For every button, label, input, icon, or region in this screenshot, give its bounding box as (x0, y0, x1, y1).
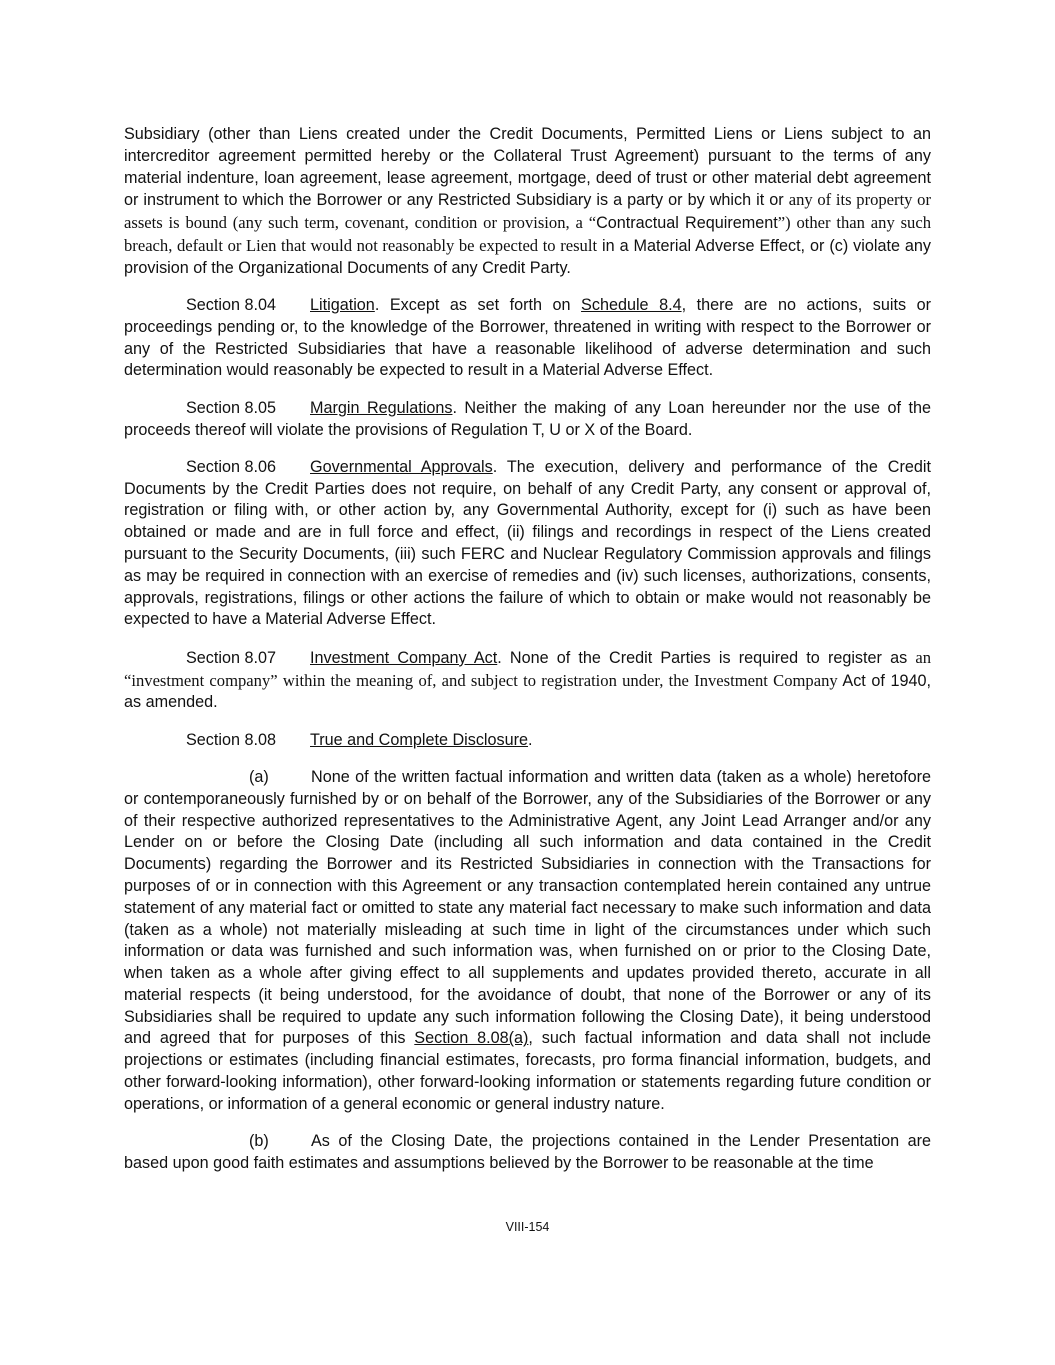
section-8-07-text-1: . None of the Credit Parties is required to register as (497, 648, 916, 667)
section-8-08-caption: True and Complete Disclosure (310, 730, 529, 749)
section-8-06-number: Section 8.06 (186, 457, 276, 476)
subsection-a-label: (a) (249, 767, 269, 786)
intro-text-1: Subsidiary (other than Liens created under the Credit Documents, Permitted Liens or Liens subject to an intercreditor agreement permitted hereby or the Collateral Trust Agreement) pursuant to the terms of any material indenture, loan agreement, lease agreement, mortgage, deed of trust or other material debt agreement or instrument to which the Borrower or any Restricted Subsidiary is a party or by which it or (124, 125, 931, 210)
section-8-05-text: . Neither the making of any Loan hereunder nor the use of the proceeds thereof will violate the provisions of Regulation T, U or X of the Board. (124, 398, 931, 439)
section-8-08-a-text-2: , such factual information and data shall not include projections or estimates (including financial estimates, forecasts, pro forma financial information, budgets, and other forward-looking information), other forward-looking information or statements regarding future condition or operations, or information of a general economic or general industry nature. (124, 1029, 931, 1113)
intro-text-2: any of its property or assets is bound (any such term, covenant, condition or provision, a “ (124, 190, 931, 233)
section-8-08-period: . (528, 730, 533, 749)
document-page (124, 124, 931, 1190)
section-8-07-text-3: Act of 1940, as amended. (124, 671, 931, 712)
section-8-08-a-reference: Section 8.08(a) (414, 1029, 529, 1048)
section-8-08-number: Section 8.08 (186, 730, 276, 749)
section-8-08-b-paragraph (124, 1131, 931, 1175)
subsection-b-label: (b) (249, 1132, 269, 1151)
intro-paragraph (124, 124, 931, 280)
section-8-05-caption: Margin Regulations (310, 398, 453, 417)
section-8-04-text-2: , there are no actions, suits or proceedings pending or, to the knowledge of the Borrower, threatened in writing with respect to the Borrower or any of the Restricted Subsidiaries that have a reasonable likelihood of adverse determination and such determination would reasonably be expected to result in a Material Adverse Effect. (124, 296, 931, 380)
section-8-05-paragraph (124, 398, 931, 442)
section-8-07-text-2: an “investment company” within the meaning of, and subject to registration under, the Investment Company (124, 647, 931, 690)
contractual-requirement-term: Contractual Requirement (596, 214, 778, 233)
page-number: VIII-154 (505, 1220, 550, 1234)
section-8-08-b-text: As of the Closing Date, the projections contained in the Lender Presentation are based upon good faith estimates and assumptions believed by the Borrower to be reasonable at the time (124, 1132, 931, 1172)
intro-text-4: ”) other than any such breach, default or Lien that would not reasonably be expected to result (124, 213, 932, 255)
section-8-06-caption: Governmental Approvals (310, 457, 493, 476)
section-8-04-text-1: . Except as set forth on (374, 296, 582, 315)
section-8-04-caption: Litigation (310, 296, 375, 315)
schedule-8-4-reference: Schedule 8.4 (581, 296, 682, 315)
intro-text-5: in a Material Adverse Effect, or (c) violate any provision of the Organizational Documents of any Credit Party. (124, 236, 931, 277)
section-8-04-paragraph (124, 295, 931, 382)
section-8-04-number: Section 8.04 (186, 296, 276, 315)
section-8-05-number: Section 8.05 (186, 398, 276, 417)
section-8-07-caption: Investment Company Act (310, 648, 498, 667)
section-8-08-a-paragraph (124, 767, 931, 1116)
section-8-08-heading (124, 730, 931, 752)
section-8-06-paragraph (124, 457, 931, 631)
section-8-07-paragraph (124, 647, 931, 714)
section-8-06-text: . The execution, delivery and performance of the Credit Documents by the Credit Parties does not require, on behalf of any Credit Party, any consent or approval of, registration or filing with, or other action by, any Governmental Authority, except for (i) such as have been obtained or made and are in full force and effect, (ii) filings and recordings in respect of the Liens created pursuant to the Security Documents, (iii) such FERC and Nuclear Regulatory Commission approvals and filings as may be required in connection with an exercise of remedies and (iv) such licenses, authorizations, consents, approvals, registrations, filings or other actions the failure of which to obtain or make would not reasonably be expected to have a Material Adverse Effect. (124, 457, 931, 629)
section-8-07-number: Section 8.07 (186, 648, 276, 667)
section-8-08-a-text-1: None of the written factual information and written data (taken as a whole) heretofore or contemporaneously furnished by or on behalf of the Borrower, any of the Subsidiaries of the Borrower or any of their respective authorized representatives to the Administrative Agent, any Joint Lead Arranger and/or any Lender on or before the Closing Date (including all such information and data contained in the Credit Documents) regarding the Borrower and its Restricted Subsidiaries in connection with the Transactions for purposes of or in connection with this Agreement or any transaction contemplated herein contained any untrue statement of any material fact or omitted to state any material fact necessary to make such information and data (taken as a whole) not materially misleading at such time in light of the circumstances under which such information or data was furnished and such information was, when furnished on or prior to the Closing Date, when taken as a whole after giving effect to all supplements and updates provided thereto, accurate in all material respects (it being understood, for the avoidance of doubt, that none of the Borrower or any of its Subsidiaries shall be required to update any such information following the Closing Date), it being understood and agreed that for purposes of this (124, 767, 931, 1048)
